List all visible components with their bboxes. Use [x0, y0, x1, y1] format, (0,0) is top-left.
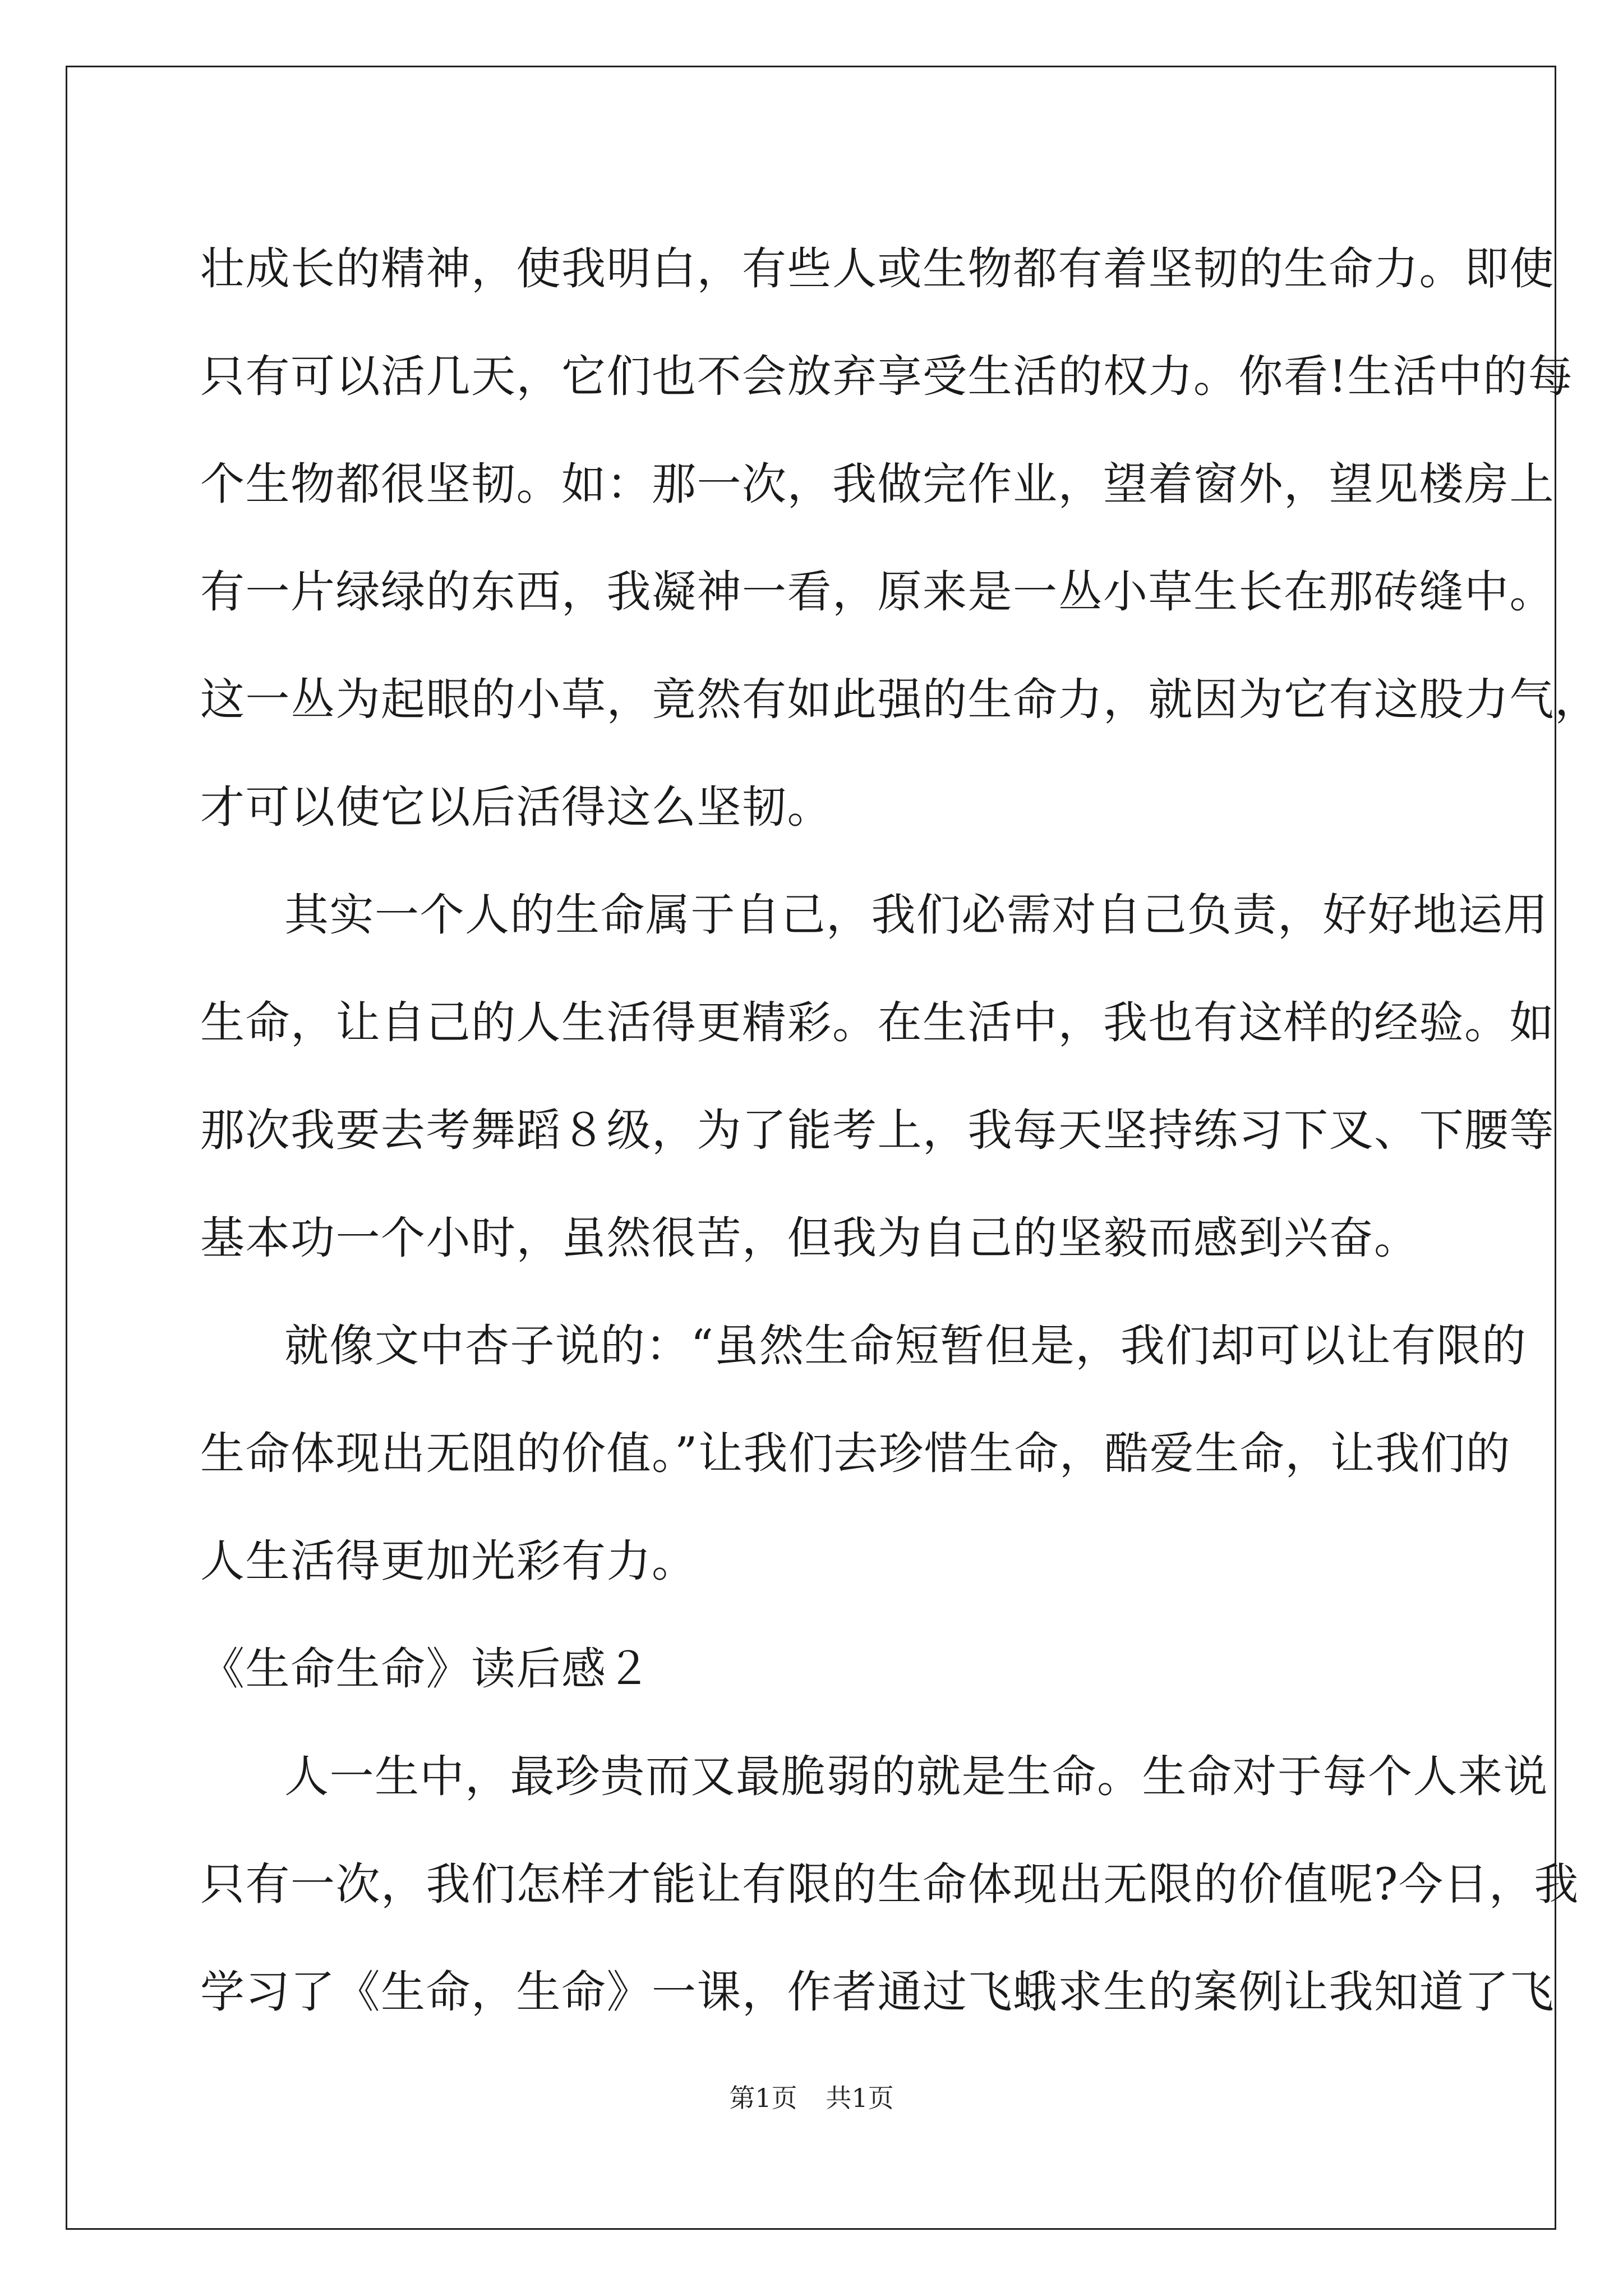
text-line-16: 只有一次，我们怎样才能让有限的生命体现出无限的价值呢?今日，我 [200, 1858, 1579, 1910]
text-line-13: 人生活得更加光彩有力。 [200, 1535, 697, 1587]
paragraph-start-line-7: 其实一个人的生命属于自己，我们必需对自己负责，好好地运用 [284, 889, 1548, 941]
text-line-8: 生命，让自己的人生活得更精彩。在生活中，我也有这样的经验。如 [200, 997, 1555, 1048]
text-line-4: 有一片绿绿的东西，我凝神一看，原来是一丛小草生长在那砖缝中。 [200, 566, 1555, 618]
page-number-current: 第1页 [729, 2083, 797, 2113]
text-line-6: 才可以使它以后活得这么坚韧。 [200, 781, 832, 833]
paragraph-start-line-15: 人一生中，最珍贵而又最脆弱的就是生命。生命对于每个人来说 [284, 1751, 1548, 1802]
section-heading: 《生命生命》读后感２ [200, 1643, 652, 1695]
page-number-total: 共1页 [826, 2083, 894, 2113]
text-line-3: 个生物都很坚韧。如：那一次，我做完作业，望着窗外，望见楼房上 [200, 458, 1555, 510]
document-body [200, 215, 1600, 2046]
text-line-12: 生命体现出无阻的价值。”让我们去珍惜生命，酷爱生命，让我们的 [200, 1428, 1511, 1479]
text-line-10: 基本功一个小时，虽然很苦，但我为自己的坚毅而感到兴奋。 [200, 1212, 1419, 1264]
page-footer [0, 2081, 1623, 2115]
text-line-9: 那次我要去考舞蹈８级，为了能考上，我每天坚持练习下叉、下腰等 [200, 1105, 1555, 1156]
paragraph-start-line-11: 就像文中杏子说的：“虽然生命短暂但是，我们却可以让有限的 [284, 1320, 1527, 1372]
text-line-5: 这一丛为起眼的小草，竟然有如此强的生命力，就因为它有这股力气， [200, 674, 1600, 725]
text-line-2: 只有可以活几天，它们也不会放弃享受生活的权力。你看!生活中的每 [200, 351, 1574, 402]
text-line-1: 壮成长的精神，使我明白，有些人或生物都有着坚韧的生命力。即使 [200, 243, 1555, 295]
text-line-17: 学习了《生命，生命》一课，作者通过飞蛾求生的案例让我知道了飞 [200, 1966, 1555, 2018]
